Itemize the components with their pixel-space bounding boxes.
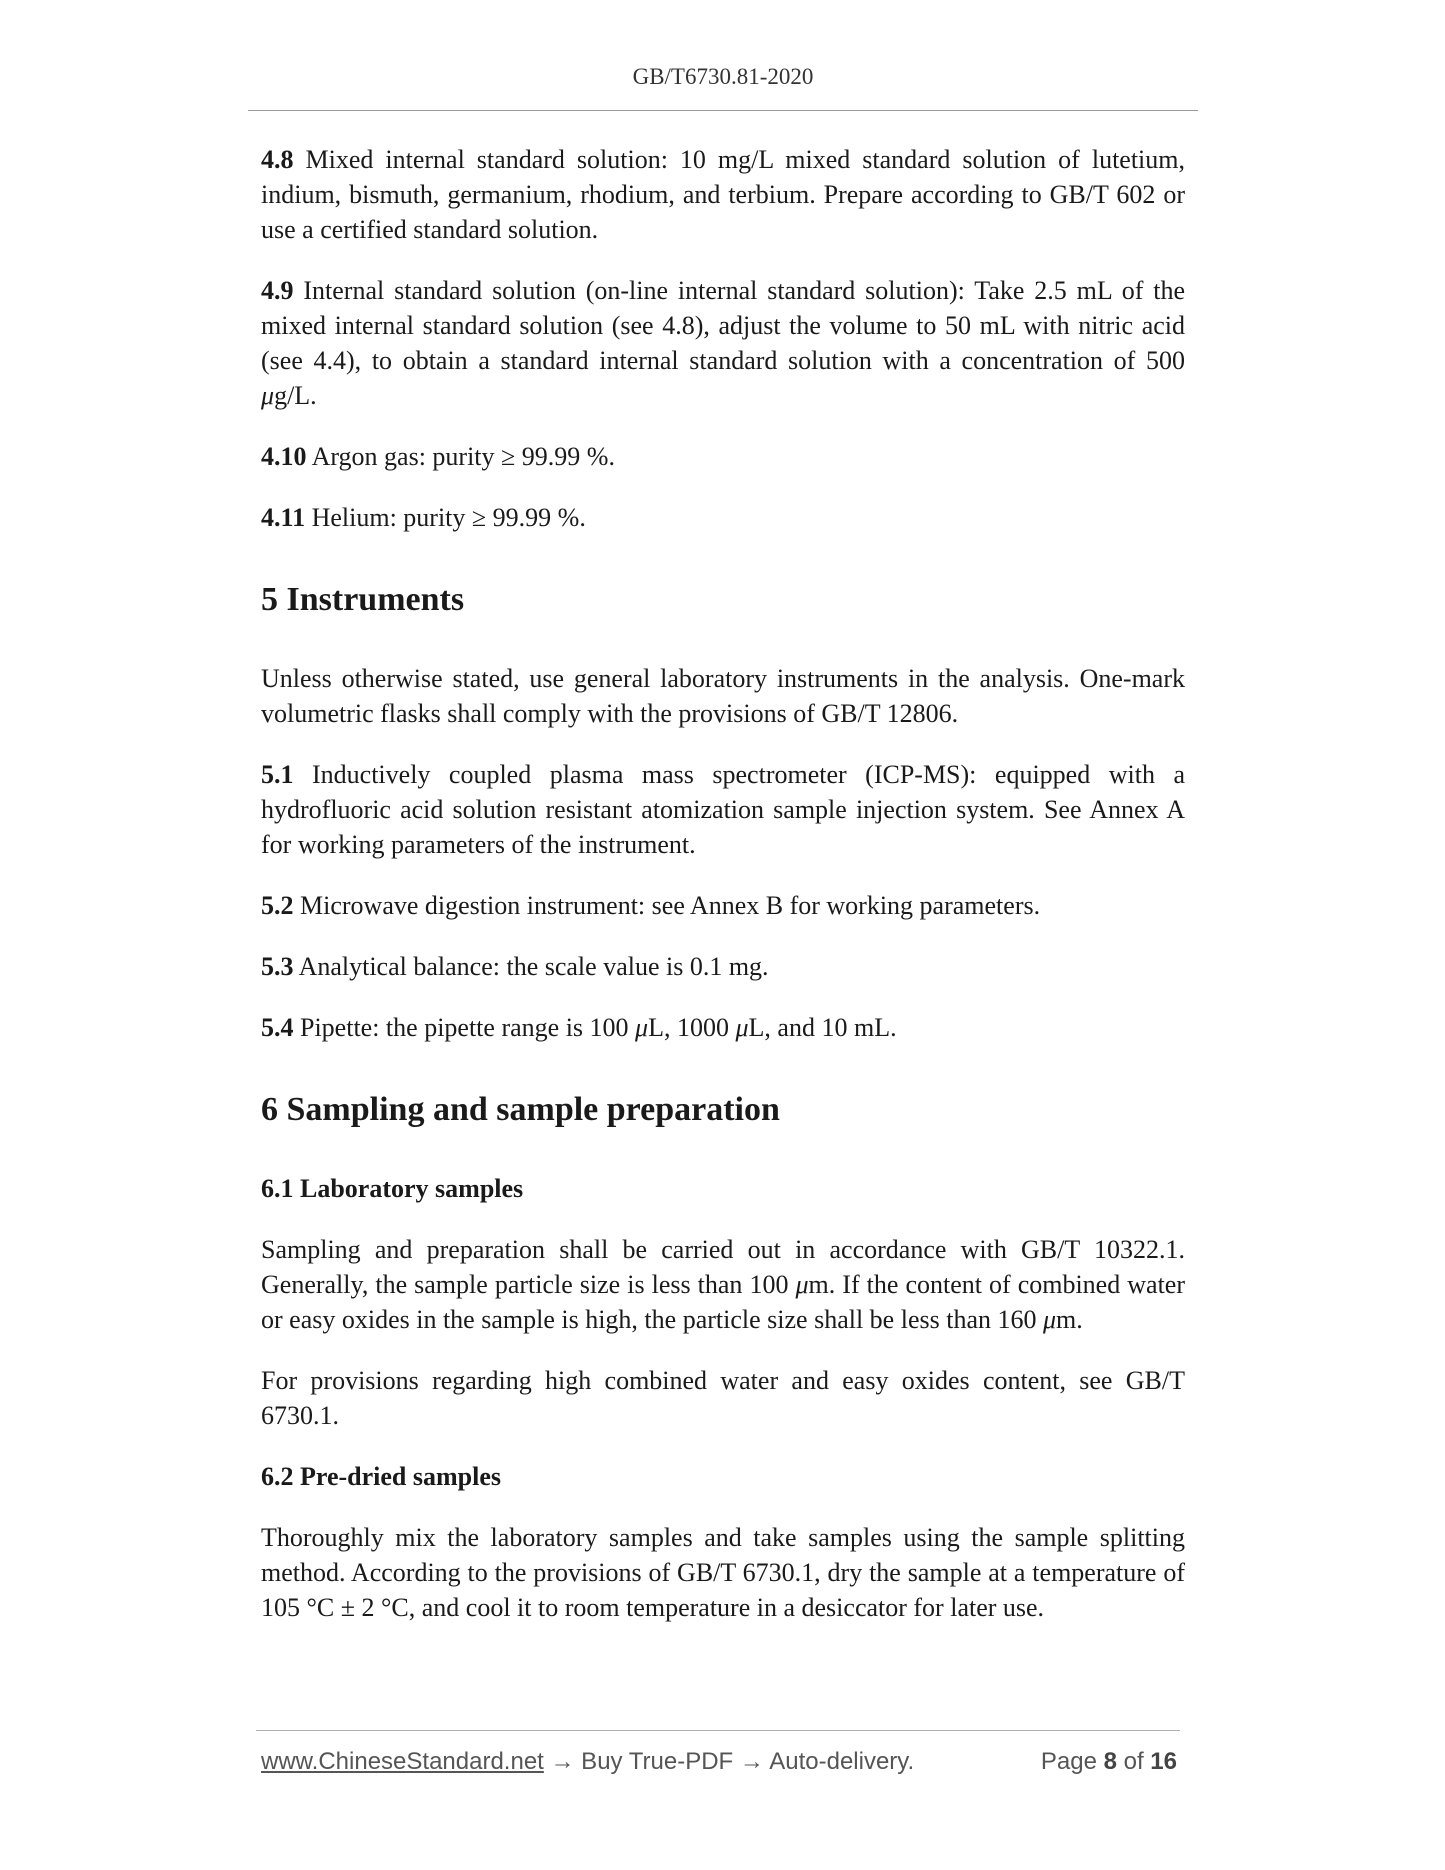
clause-4-9 bbox=[261, 273, 1185, 413]
mu-symbol: μ bbox=[735, 1013, 749, 1042]
clause-text: Pipette: the pipette range is 100 bbox=[293, 1013, 636, 1042]
clause-5-3 bbox=[261, 949, 1185, 984]
para-text: m. If the content of combined water or easy oxides in the sample is high, the particle size shall be less than 160 bbox=[261, 1270, 1185, 1334]
subsection-heading-6-1: 6.1 Laboratory samples bbox=[261, 1174, 524, 1203]
section-heading-5: 5 Instruments bbox=[261, 581, 465, 618]
clause-5-1 bbox=[261, 757, 1185, 862]
clause-number: 5.2 bbox=[261, 891, 294, 920]
mu-symbol: μ bbox=[795, 1270, 809, 1299]
page-header-doc-id: GB/T6730.81-2020 bbox=[632, 64, 814, 89]
section-6-1-para-2: For provisions regarding high combined water and easy oxides content, see GB/T 6730.1. bbox=[261, 1366, 1185, 1430]
clause-text: Microwave digestion instrument: see Annex B for working parameters. bbox=[293, 891, 1041, 920]
clause-text: Analytical balance: the scale value is 0.1 mg. bbox=[293, 952, 769, 981]
clause-4-8 bbox=[261, 142, 1185, 247]
clause-4-11 bbox=[261, 500, 1185, 535]
clause-number: 4.11 bbox=[261, 503, 306, 532]
clause-text: L, and 10 mL. bbox=[748, 1013, 897, 1042]
page-footer bbox=[261, 1748, 1181, 1776]
para-text: m. bbox=[1056, 1305, 1083, 1334]
clause-number: 4.8 bbox=[261, 145, 294, 174]
mu-symbol: μ bbox=[635, 1013, 649, 1042]
clause-number: 5.4 bbox=[261, 1013, 294, 1042]
footer-promo-text: → Buy True-PDF → Auto-delivery. bbox=[543, 1748, 915, 1775]
page-current: 8 bbox=[1103, 1748, 1117, 1775]
clause-4-10 bbox=[261, 439, 1185, 474]
header-divider bbox=[248, 110, 1198, 111]
clause-number: 4.10 bbox=[261, 442, 307, 471]
clause-5-2 bbox=[261, 888, 1185, 923]
section-6-1-para-1 bbox=[261, 1232, 1185, 1337]
clause-5-4 bbox=[261, 1010, 1185, 1045]
mu-symbol: μ bbox=[1042, 1305, 1057, 1334]
page-total: 16 bbox=[1150, 1748, 1177, 1775]
clause-text: Argon gas: purity ≥ 99.99 %. bbox=[306, 442, 615, 471]
clause-text-tail: g/L. bbox=[274, 381, 317, 410]
section-heading-6: 6 Sampling and sample preparation bbox=[261, 1091, 780, 1128]
page-of: of bbox=[1116, 1748, 1151, 1775]
clause-number: 5.3 bbox=[261, 952, 294, 981]
para-text: Sampling and preparation shall be carried out in accordance with GB/T 10322.1. Generally, the sample particle size is less than 100 bbox=[261, 1235, 1185, 1299]
page-indicator bbox=[1041, 1748, 1177, 1776]
document-body bbox=[261, 142, 1185, 1651]
section-5-intro: Unless otherwise stated, use general laboratory instruments in the analysis. One-mark volumetric flasks shall comply with the provisions of GB/T 12806. bbox=[261, 664, 1185, 728]
footer-site-link[interactable]: www.ChineseStandard.net bbox=[261, 1748, 544, 1775]
clause-number: 4.9 bbox=[261, 276, 294, 305]
mu-symbol: μ bbox=[261, 381, 275, 410]
clause-text: Internal standard solution (on-line internal standard solution): Take 2.5 mL of the mixed internal standard solution (see 4.8), adjust the volume to 50 mL with nitric acid (see 4.4), to obtain a standard internal standard solution with a concentration of 500 bbox=[261, 276, 1185, 375]
clause-number: 5.1 bbox=[261, 760, 294, 789]
clause-text: L, 1000 bbox=[648, 1013, 736, 1042]
clause-text: Mixed internal standard solution: 10 mg/L mixed standard solution of lutetium, indium, bismuth, germanium, rhodium, and terbium. Prepare according to GB/T 602 or use a certified standard solution. bbox=[261, 145, 1185, 244]
section-6-2-para: Thoroughly mix the laboratory samples and take samples using the sample splitting method. According to the provisions of GB/T 6730.1, dry the sample at a temperature of 105 °C ± 2 °C, and cool it to room temperature in a desiccator for later use. bbox=[261, 1523, 1185, 1622]
clause-text: Helium: purity ≥ 99.99 %. bbox=[305, 503, 586, 532]
subsection-heading-6-2: 6.2 Pre-dried samples bbox=[261, 1462, 501, 1491]
footer-divider bbox=[256, 1730, 1180, 1731]
page-label: Page bbox=[1040, 1748, 1104, 1775]
clause-text: Inductively coupled plasma mass spectrometer (ICP-MS): equipped with a hydrofluoric acid solution resistant atomization sample injection system. See Annex A for working parameters of the instrument. bbox=[261, 760, 1185, 859]
